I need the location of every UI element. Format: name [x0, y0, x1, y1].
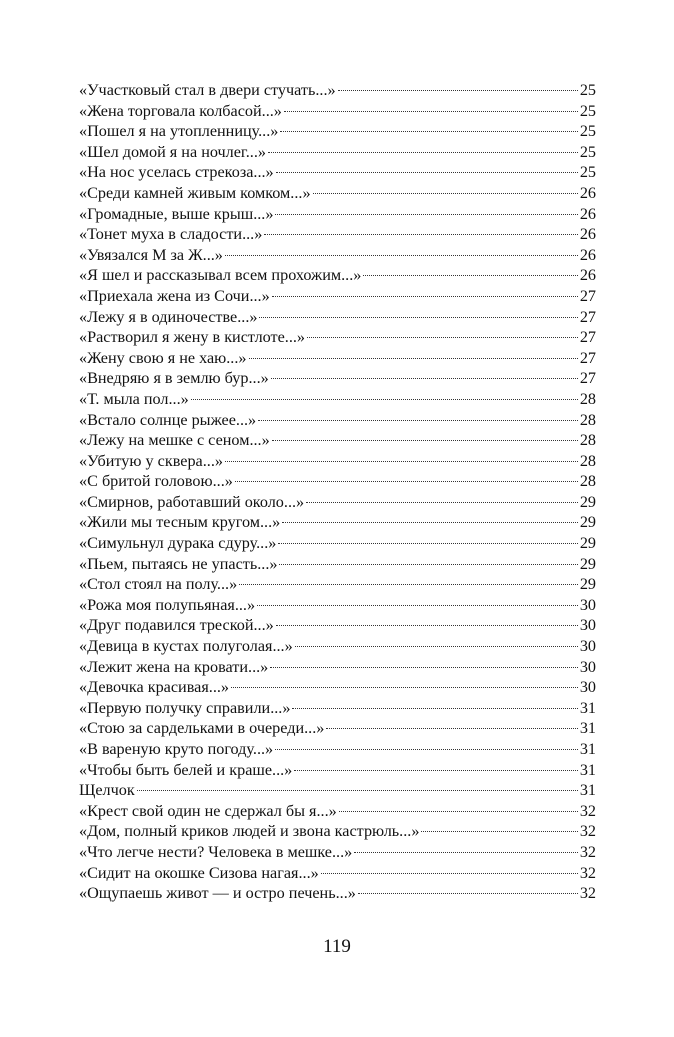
toc-dot-leader: [275, 214, 577, 215]
toc-dot-leader: [225, 255, 578, 256]
toc-entry: [79, 615, 596, 636]
toc-entry: [79, 677, 596, 698]
toc-entry-page: 25: [579, 81, 596, 99]
toc-dot-leader: [275, 749, 578, 750]
toc-dot-leader: [338, 90, 578, 91]
toc-dot-leader: [284, 111, 578, 112]
toc-entry-page: 30: [579, 657, 596, 676]
toc-entry: [79, 533, 596, 554]
toc-dot-leader: [280, 131, 577, 132]
toc-dot-leader: [421, 831, 577, 832]
toc-entry-page: 28: [579, 410, 596, 429]
toc-entry-title: «Первую получку справили...»: [79, 698, 291, 717]
toc-entry: [79, 80, 596, 101]
toc-entry: [79, 801, 596, 822]
toc-entry-title: «Участковый стал в двери стучать...»: [79, 81, 336, 99]
toc-entry: [79, 821, 596, 842]
toc-entry-title: «С бритой головою...»: [79, 472, 233, 491]
toc-entry-title: «Увязался М за Ж...»: [79, 245, 223, 264]
toc-entry-title: «Т. мыла пол...»: [79, 389, 189, 408]
toc-entry: [79, 492, 596, 513]
toc-dot-leader: [295, 646, 578, 647]
toc-entry-title: «Чтобы быть белей и краше...»: [79, 760, 293, 779]
toc-entry-title: «Девица в кустах полуголая...»: [79, 637, 293, 656]
toc-dot-leader: [276, 625, 578, 626]
toc-entry-title: «Приехала жена из Сочи...»: [79, 286, 270, 305]
toc-entry-title: «Растворил я жену в кистлоте...»: [79, 328, 306, 347]
toc-entry-title: «Ощупаешь живот — и остро печень...»: [79, 884, 356, 903]
toc-entry-title: «Девочка красивая...»: [79, 678, 230, 697]
toc-entry-page: 28: [579, 451, 596, 470]
toc-dot-leader: [272, 296, 578, 297]
toc-dot-leader: [272, 440, 578, 441]
toc-entry: [79, 574, 596, 595]
toc-entry: [79, 162, 596, 183]
toc-entry-title: «Пьем, пытаясь не упасть...»: [79, 554, 278, 573]
toc-entry-page: 28: [579, 431, 596, 450]
toc-entry-title: «Сидит на окошке Сизова нагая...»: [79, 863, 319, 882]
toc-entry: [79, 410, 596, 431]
toc-entry: [79, 657, 596, 678]
toc-entry-title: «Внедряю я в землю бур...»: [79, 369, 269, 388]
toc-entry-title: «Стою за сардельками в очереди...»: [79, 719, 325, 738]
page-number: 119: [323, 936, 351, 957]
toc-entry-page: 25: [579, 122, 596, 141]
toc-entry: [79, 698, 596, 719]
toc-entry-title: «Смирнов, работавший около...»: [79, 492, 305, 511]
toc-entry-page: 29: [579, 534, 596, 553]
toc-entry-page: 27: [579, 369, 596, 388]
toc-entry: [79, 554, 596, 575]
toc-entry-page: 29: [579, 575, 596, 594]
toc-entry-page: 26: [579, 266, 596, 285]
toc-entry-title: «Жена торговала колбасой...»: [79, 101, 282, 120]
toc-dot-leader: [294, 770, 578, 771]
toc-entry: [79, 307, 596, 328]
toc-entry-page: 27: [579, 348, 596, 367]
toc-dot-leader: [271, 378, 578, 379]
toc-entry: [79, 142, 596, 163]
toc-dot-leader: [268, 152, 578, 153]
toc-entry-page: 28: [579, 472, 596, 491]
toc-entry-title: «Пошел я на утопленницу...»: [79, 122, 279, 141]
toc-dot-leader: [339, 811, 578, 812]
toc-entry-title: «Лежу я в одиночестве...»: [79, 307, 258, 326]
toc-dot-leader: [313, 193, 578, 194]
toc-entry: [79, 265, 596, 286]
toc-dot-leader: [306, 502, 578, 503]
toc-dot-leader: [326, 728, 577, 729]
toc-entry-title: «Рожа моя полупьяная...»: [79, 595, 256, 614]
toc-dot-leader: [279, 564, 577, 565]
toc-dot-leader: [321, 873, 578, 874]
toc-entry-title: «Шел домой я на ночлег...»: [79, 142, 266, 161]
toc-entry: [79, 451, 596, 472]
toc-entry: [79, 739, 596, 760]
toc-entry-page: 32: [579, 884, 596, 903]
toc-entry-page: 27: [579, 328, 596, 347]
toc-entry-page: 32: [579, 801, 596, 820]
toc-entry: [79, 327, 596, 348]
toc-entry-title: «Стол стоял на полу...»: [79, 575, 238, 594]
toc-entry-page: 26: [579, 225, 596, 244]
toc-entry-page: 27: [579, 286, 596, 305]
toc-entry-page: 32: [579, 842, 596, 861]
toc-entry-page: 25: [579, 142, 596, 161]
toc-entry-page: 31: [579, 740, 596, 758]
toc-entry: [79, 389, 596, 410]
toc-entry-page: 25: [579, 163, 596, 182]
toc-entry: [79, 245, 596, 266]
toc-entry-title: «Лежит жена на кровати...»: [79, 657, 269, 676]
toc-entry: [79, 121, 596, 142]
toc-dot-leader: [292, 708, 577, 709]
toc-entry-page: 30: [579, 616, 596, 635]
toc-entry-title: «Я шел и рассказывал всем прохожим...»: [79, 266, 362, 285]
toc-dot-leader: [235, 481, 578, 482]
toc-entry-page: 29: [579, 513, 596, 532]
toc-entry: [79, 101, 596, 122]
toc-entry-page: 31: [579, 698, 596, 717]
toc-entry-page: 28: [579, 389, 596, 408]
toc-dot-leader: [264, 234, 578, 235]
toc-dot-leader: [191, 399, 578, 400]
toc-entry-page: 32: [579, 863, 596, 882]
toc-dot-leader: [307, 337, 578, 338]
toc-entry-page: 30: [579, 637, 596, 656]
toc-entry-page: 29: [579, 554, 596, 573]
toc-entry-title: «Жену свою я не хаю...»: [79, 348, 247, 367]
toc-entry-page: 31: [579, 781, 596, 800]
toc-dot-leader: [239, 584, 578, 585]
toc-dot-leader: [276, 172, 578, 173]
toc-entry-title: «На нос уселась стрекоза...»: [79, 163, 274, 182]
toc-entry: [79, 760, 596, 781]
toc-entry: [79, 430, 596, 451]
toc-entry-title: «Среди камней живым комком...»: [79, 183, 311, 202]
toc-entry-title: «Что легче нести? Человека в мешке...»: [79, 842, 353, 861]
toc-entry-title: «Встало солнце рыжее...»: [79, 410, 257, 429]
toc-entry-title: «Дом, полный криков людей и звона кастрюль...»: [79, 822, 420, 841]
toc-entry-page: 29: [579, 492, 596, 511]
toc-entry-page: 31: [579, 760, 596, 779]
toc-dot-leader: [249, 358, 578, 359]
toc-entry-page: 31: [579, 719, 596, 738]
toc-dot-leader: [258, 420, 578, 421]
toc-entry: [79, 512, 596, 533]
toc-dot-leader: [363, 275, 577, 276]
toc-entry: [79, 636, 596, 657]
toc-dot-leader: [257, 605, 578, 606]
toc-entry: [79, 368, 596, 389]
toc-dot-leader: [137, 790, 578, 791]
toc-entry-page: 30: [579, 678, 596, 697]
toc-entry: [79, 780, 596, 801]
toc-entry: [79, 348, 596, 369]
toc-entry: [79, 224, 596, 245]
toc-entry: [79, 595, 596, 616]
toc-dot-leader: [225, 461, 578, 462]
toc-entry: [79, 183, 596, 204]
toc-entry-title: «Друг подавился треской...»: [79, 616, 274, 635]
toc-entry: [79, 863, 596, 884]
toc-entry-page: 32: [579, 822, 596, 841]
toc-entry-title: «Лежу на мешке с сеном...»: [79, 431, 270, 450]
toc-entry: [79, 883, 596, 904]
toc-dot-leader: [270, 667, 578, 668]
toc-entry-page: 30: [579, 595, 596, 614]
toc-entry-title: «Убитую у сквера...»: [79, 451, 223, 470]
toc-dot-leader: [231, 687, 578, 688]
toc-entry-title: «Громадные, выше крыш...»: [79, 204, 274, 223]
toc-dot-leader: [354, 852, 578, 853]
toc-entry: [79, 204, 596, 225]
toc-entry: [79, 471, 596, 492]
toc-entry-title: Щелчок: [79, 781, 135, 800]
toc-entry-page: 27: [579, 307, 596, 326]
table-of-contents: [79, 80, 596, 904]
toc-entry: [79, 842, 596, 863]
toc-entry-title: «Тонет муха в сладости...»: [79, 225, 263, 244]
toc-entry-title: «В вареную круто погоду...»: [79, 740, 274, 758]
toc-entry-page: 26: [579, 204, 596, 223]
toc-entry-page: 26: [579, 183, 596, 202]
toc-dot-leader: [282, 522, 578, 523]
toc-entry-title: «Крест свой один не сдержал бы я...»: [79, 801, 337, 820]
toc-dot-leader: [278, 543, 577, 544]
toc-entry-page: 26: [579, 245, 596, 264]
toc-dot-leader: [358, 893, 578, 894]
toc-dot-leader: [259, 317, 577, 318]
toc-entry-title: «Жили мы тесным кругом...»: [79, 513, 281, 532]
toc-entry: [79, 286, 596, 307]
toc-entry-title: «Симульнул дурака сдуру...»: [79, 534, 277, 553]
toc-entry-page: 25: [579, 101, 596, 120]
toc-entry: [79, 718, 596, 739]
